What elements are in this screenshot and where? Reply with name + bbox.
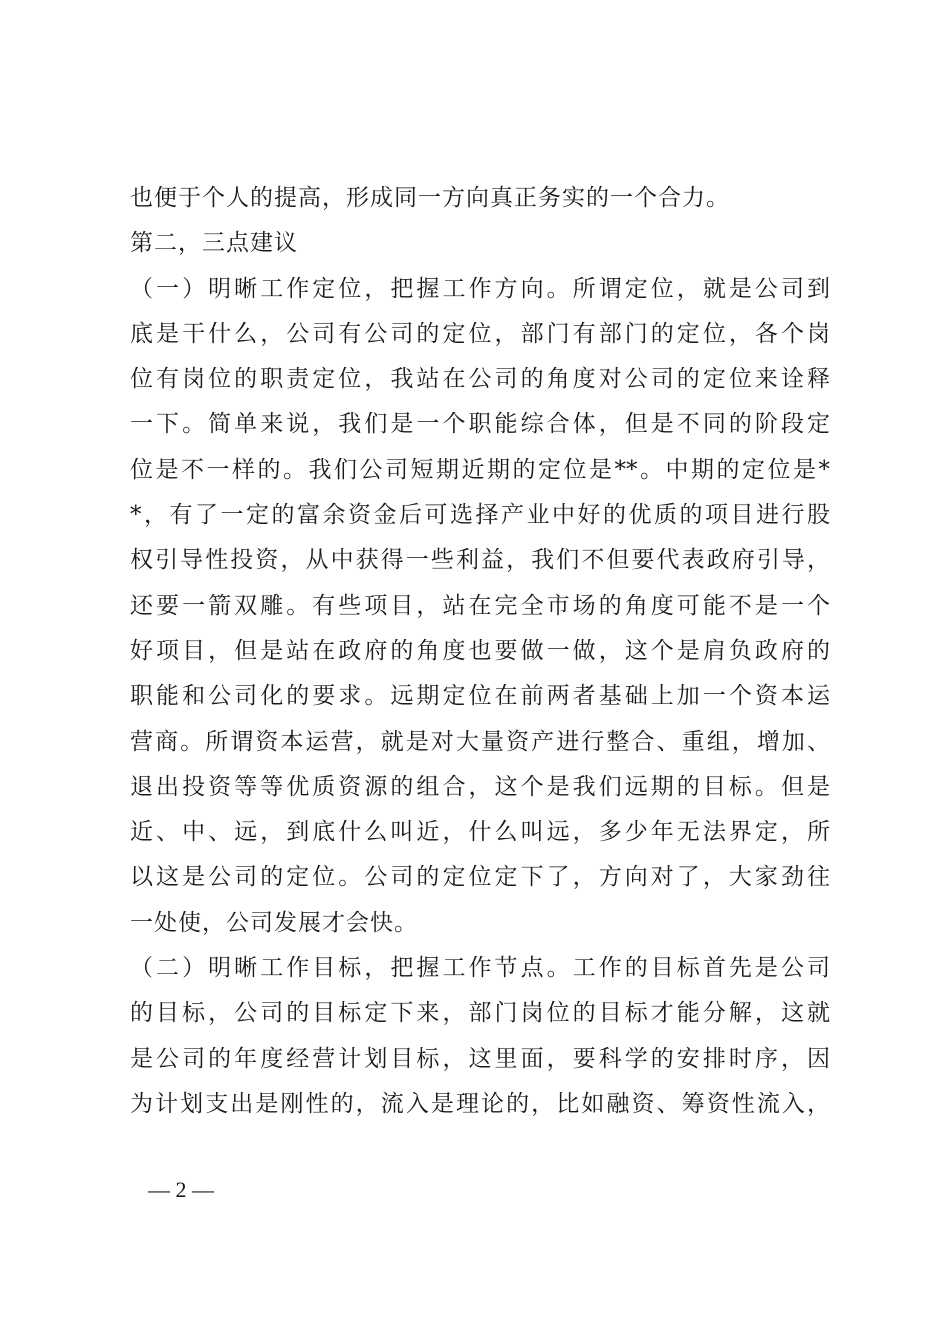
text-line: 一下。简单来说，我们是一个职能综合体，但是不同的阶段定 — [130, 411, 830, 438]
text-line: *，有了一定的富余资金后可选择产业中好的优质的项目进行股 — [130, 502, 830, 529]
text-line: 是公司的年度经营计划目标，这里面，要科学的安排时序，因 — [130, 1045, 830, 1072]
text-line: 位是不一样的。我们公司短期近期的定位是**。中期的定位是* — [130, 456, 830, 483]
text-line: 近、中、远，到底什么叫近，什么叫远，多少年无法界定，所 — [130, 819, 830, 846]
text-line: 职能和公司化的要求。远期定位在前两者基础上加一个资本运 — [130, 683, 830, 710]
body-text — [130, 176, 830, 1127]
page-number: — 2 — — [148, 1177, 214, 1202]
text-line: 的目标，公司的目标定下来，部门岗位的目标才能分解，这就 — [130, 1000, 830, 1027]
text-line: （二）明晰工作目标，把握工作节点。工作的目标首先是公司 — [130, 955, 830, 982]
text-line: 位有岗位的职责定位，我站在公司的角度对公司的定位来诠释 — [130, 366, 830, 393]
text-line: 还要一箭双雕。有些项目，站在完全市场的角度可能不是一个 — [130, 592, 830, 619]
section-heading: 第二，三点建议 — [130, 230, 298, 257]
text-line: 营商。所谓资本运营，就是对大量资产进行整合、重组，增加、 — [130, 728, 830, 755]
text-line: （一）明晰工作定位，把握工作方向。所谓定位，就是公司到 — [130, 275, 830, 302]
text-line: 退出投资等等优质资源的组合，这个是我们远期的目标。但是 — [130, 773, 830, 800]
text-line: 底是干什么，公司有公司的定位，部门有部门的定位，各个岗 — [130, 320, 830, 347]
text-line: 一处使，公司发展才会快。 — [130, 909, 418, 936]
text-line: 以这是公司的定位。公司的定位定下了，方向对了，大家劲往 — [130, 864, 830, 891]
text-line: 好项目，但是站在政府的角度也要做一做，这个是肩负政府的 — [130, 637, 830, 664]
text-line: 也便于个人的提高，形成同一方向真正务实的一个合力。 — [130, 185, 730, 211]
text-line: 权引导性投资，从中获得一些利益，我们不但要代表政府引导， — [130, 547, 830, 574]
text-line: 为计划支出是刚性的，流入是理论的，比如融资、筹资性流入， — [130, 1090, 830, 1117]
